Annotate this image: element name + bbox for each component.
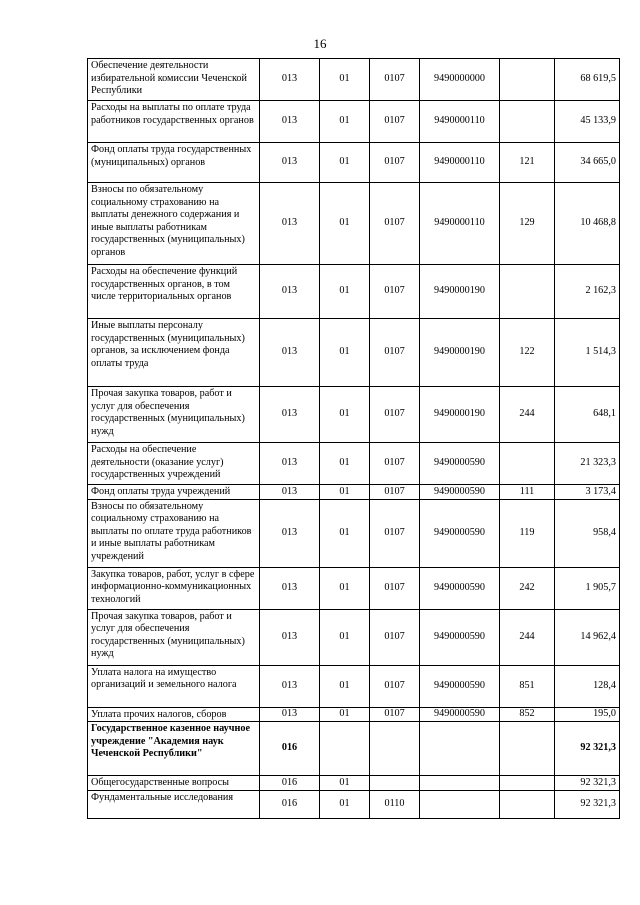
cell-subsection-code: 0107: [370, 567, 420, 609]
table-row: [88, 790, 620, 818]
cell-section-code: 01: [320, 609, 370, 665]
table-row: [88, 265, 620, 319]
cell-name: Взносы по обязательному социальному страхованию на выплаты денежного содержания и иные выплаты работникам государственных (муниципальных) органов: [88, 183, 260, 265]
cell-subsection-code: [370, 776, 420, 791]
cell-subsection-code: 0107: [370, 387, 420, 443]
cell-subsection-code: 0107: [370, 485, 420, 500]
cell-name: Уплата прочих налогов, сборов: [88, 707, 260, 722]
cell-subsection-code: 0107: [370, 101, 420, 143]
cell-ved-code: 013: [260, 101, 320, 143]
table-row: [88, 722, 620, 776]
cell-name: Прочая закупка товаров, работ и услуг для обеспечения государственных (муниципальных) нужд: [88, 609, 260, 665]
table-row: [88, 567, 620, 609]
cell-ved-code: 016: [260, 776, 320, 791]
cell-name: Фонд оплаты труда учреждений: [88, 485, 260, 500]
cell-section-code: 01: [320, 485, 370, 500]
cell-section-code: 01: [320, 143, 370, 183]
cell-section-code: 01: [320, 567, 370, 609]
cell-expense-type: 119: [500, 499, 555, 567]
table-row: [88, 101, 620, 143]
cell-ved-code: 013: [260, 183, 320, 265]
table-row: [88, 609, 620, 665]
cell-ved-code: 013: [260, 499, 320, 567]
cell-amount: 195,0: [555, 707, 620, 722]
cell-name: Фонд оплаты труда государственных (муниципальных) органов: [88, 143, 260, 183]
cell-name: Взносы по обязательному социальному страхованию на выплаты по оплате труда работников и иные выплаты работникам учреждений: [88, 499, 260, 567]
cell-target-article: 9490000110: [420, 183, 500, 265]
cell-section-code: 01: [320, 790, 370, 818]
cell-target-article: 9490000590: [420, 665, 500, 707]
cell-expense-type: [500, 265, 555, 319]
cell-expense-type: 242: [500, 567, 555, 609]
cell-amount: 2 162,3: [555, 265, 620, 319]
cell-target-article: 9490000590: [420, 567, 500, 609]
cell-name: Общегосударственные вопросы: [88, 776, 260, 791]
cell-expense-type: 244: [500, 609, 555, 665]
cell-target-article: 9490000190: [420, 319, 500, 387]
cell-target-article: 9490000590: [420, 609, 500, 665]
cell-section-code: 01: [320, 183, 370, 265]
cell-section-code: 01: [320, 499, 370, 567]
cell-subsection-code: 0107: [370, 499, 420, 567]
cell-ved-code: 013: [260, 387, 320, 443]
table-row: [88, 707, 620, 722]
cell-amount: 958,4: [555, 499, 620, 567]
cell-section-code: 01: [320, 443, 370, 485]
table-row: [88, 143, 620, 183]
cell-section-code: 01: [320, 265, 370, 319]
cell-amount: 92 321,3: [555, 776, 620, 791]
cell-target-article: 9490000590: [420, 499, 500, 567]
cell-name: Фундаментальные исследования: [88, 790, 260, 818]
cell-ved-code: 013: [260, 485, 320, 500]
table-row: [88, 485, 620, 500]
cell-subsection-code: 0107: [370, 319, 420, 387]
cell-amount: 34 665,0: [555, 143, 620, 183]
cell-name: Обеспечение деятельности избирательной комиссии Чеченской Республики: [88, 59, 260, 101]
cell-amount: 128,4: [555, 665, 620, 707]
cell-name: Закупка товаров, работ, услуг в сфере информационно-коммуникационных технологий: [88, 567, 260, 609]
cell-subsection-code: 0107: [370, 443, 420, 485]
cell-ved-code: 013: [260, 143, 320, 183]
cell-target-article: 9490000000: [420, 59, 500, 101]
cell-target-article: 9490000590: [420, 443, 500, 485]
cell-subsection-code: 0107: [370, 183, 420, 265]
cell-section-code: [320, 722, 370, 776]
cell-section-code: 01: [320, 776, 370, 791]
cell-expense-type: 852: [500, 707, 555, 722]
cell-expense-type: 244: [500, 387, 555, 443]
table-row: [88, 319, 620, 387]
cell-amount: 45 133,9: [555, 101, 620, 143]
cell-section-code: 01: [320, 319, 370, 387]
budget-table: [87, 58, 620, 819]
cell-target-article: 9490000590: [420, 707, 500, 722]
cell-name: Иные выплаты персоналу государственных (муниципальных) органов, за исключением фонда оплаты труда: [88, 319, 260, 387]
page-number: 16: [313, 36, 327, 51]
table-row: [88, 665, 620, 707]
cell-section-code: 01: [320, 707, 370, 722]
cell-ved-code: 013: [260, 265, 320, 319]
cell-subsection-code: 0107: [370, 665, 420, 707]
cell-amount: 1 905,7: [555, 567, 620, 609]
cell-amount: 1 514,3: [555, 319, 620, 387]
cell-amount: 648,1: [555, 387, 620, 443]
cell-expense-type: 122: [500, 319, 555, 387]
cell-target-article: 9490000190: [420, 265, 500, 319]
cell-expense-type: [500, 59, 555, 101]
cell-expense-type: 121: [500, 143, 555, 183]
cell-ved-code: 013: [260, 443, 320, 485]
table-row: [88, 776, 620, 791]
cell-name: Расходы на выплаты по оплате труда работников государственных органов: [88, 101, 260, 143]
cell-ved-code: 013: [260, 707, 320, 722]
table-row: [88, 183, 620, 265]
cell-expense-type: [500, 776, 555, 791]
cell-name: Государственное казенное научное учреждение "Академия наук Чеченской Республики": [88, 722, 260, 776]
cell-expense-type: [500, 443, 555, 485]
table-row: [88, 59, 620, 101]
cell-name: Расходы на обеспечение функций государственных органов, в том числе территориальных органов: [88, 265, 260, 319]
cell-target-article: [420, 776, 500, 791]
cell-target-article: 9490000590: [420, 485, 500, 500]
cell-amount: 3 173,4: [555, 485, 620, 500]
cell-expense-type: [500, 101, 555, 143]
cell-amount: 92 321,3: [555, 722, 620, 776]
cell-target-article: 9490000110: [420, 143, 500, 183]
cell-ved-code: 013: [260, 665, 320, 707]
cell-name: Прочая закупка товаров, работ и услуг для обеспечения государственных (муниципальных) нужд: [88, 387, 260, 443]
cell-section-code: 01: [320, 59, 370, 101]
cell-name: Уплата налога на имущество организаций и земельного налога: [88, 665, 260, 707]
cell-subsection-code: 0107: [370, 707, 420, 722]
cell-section-code: 01: [320, 101, 370, 143]
cell-section-code: 01: [320, 665, 370, 707]
cell-expense-type: 111: [500, 485, 555, 500]
cell-target-article: 9490000190: [420, 387, 500, 443]
cell-expense-type: 129: [500, 183, 555, 265]
cell-ved-code: 013: [260, 59, 320, 101]
budget-table-body: [88, 59, 620, 819]
cell-amount: 92 321,3: [555, 790, 620, 818]
cell-name: Расходы на обеспечение деятельности (оказание услуг) государственных учреждений: [88, 443, 260, 485]
table-row: [88, 387, 620, 443]
cell-expense-type: [500, 722, 555, 776]
cell-amount: 21 323,3: [555, 443, 620, 485]
cell-expense-type: [500, 790, 555, 818]
cell-subsection-code: 0107: [370, 59, 420, 101]
cell-amount: 68 619,5: [555, 59, 620, 101]
table-row: [88, 443, 620, 485]
cell-ved-code: 013: [260, 567, 320, 609]
cell-subsection-code: [370, 722, 420, 776]
cell-amount: 14 962,4: [555, 609, 620, 665]
cell-ved-code: 016: [260, 790, 320, 818]
cell-subsection-code: 0110: [370, 790, 420, 818]
cell-ved-code: 013: [260, 609, 320, 665]
cell-subsection-code: 0107: [370, 143, 420, 183]
cell-ved-code: 013: [260, 319, 320, 387]
table-row: [88, 499, 620, 567]
cell-target-article: 9490000110: [420, 101, 500, 143]
cell-subsection-code: 0107: [370, 609, 420, 665]
cell-target-article: [420, 790, 500, 818]
cell-target-article: [420, 722, 500, 776]
cell-ved-code: 016: [260, 722, 320, 776]
cell-expense-type: 851: [500, 665, 555, 707]
cell-amount: 10 468,8: [555, 183, 620, 265]
cell-subsection-code: 0107: [370, 265, 420, 319]
cell-section-code: 01: [320, 387, 370, 443]
